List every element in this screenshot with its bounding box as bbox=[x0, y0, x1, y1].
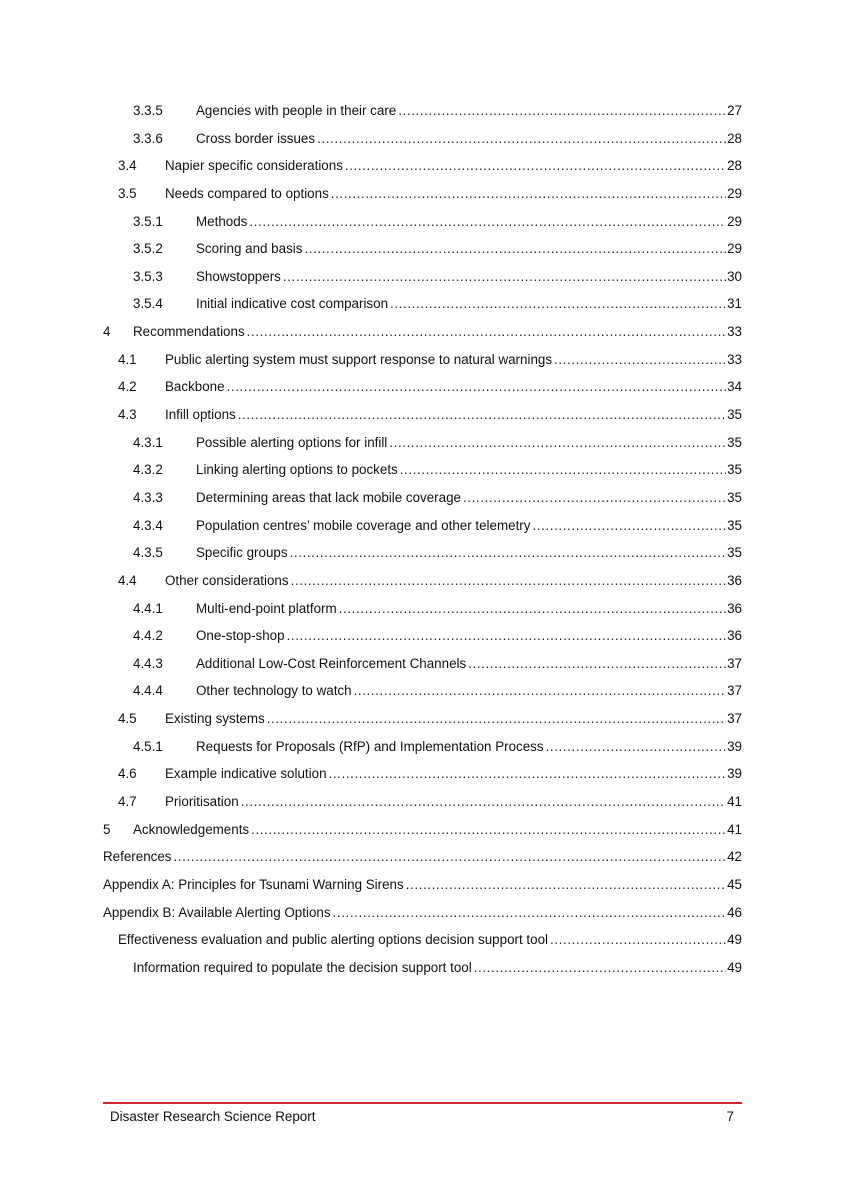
toc-entry-number: 4.4.1 bbox=[133, 600, 163, 616]
toc-entry-title: Possible alerting options for infill bbox=[196, 434, 388, 450]
toc-entry-number: 4.4.4 bbox=[133, 683, 163, 699]
toc-dot-leader bbox=[333, 903, 726, 923]
toc-entry-page: 49 bbox=[727, 932, 742, 948]
footer-report-title: Disaster Research Science Report bbox=[110, 1109, 316, 1124]
toc-entry-page: 28 bbox=[727, 130, 742, 146]
toc-entry-title: Linking alerting options to pockets bbox=[196, 462, 398, 478]
toc-entry[interactable] bbox=[103, 599, 742, 627]
toc-dot-leader bbox=[304, 239, 726, 259]
toc-entry[interactable] bbox=[103, 792, 742, 820]
toc-entry-number: 3.3.5 bbox=[133, 103, 163, 118]
toc-entry-page: 30 bbox=[727, 268, 742, 284]
toc-entry[interactable] bbox=[103, 212, 742, 240]
toc-entry[interactable] bbox=[103, 129, 742, 157]
toc-entry-title: References bbox=[103, 849, 172, 865]
toc-entry-number: 4.3.5 bbox=[133, 545, 163, 561]
toc-entry[interactable] bbox=[103, 654, 742, 682]
toc-entry[interactable] bbox=[103, 626, 742, 654]
toc-entry-page: 27 bbox=[727, 103, 742, 118]
toc-entry[interactable] bbox=[103, 737, 742, 765]
toc-entry-page: 39 bbox=[727, 766, 742, 782]
toc-entry-number: 4.7 bbox=[118, 794, 137, 810]
toc-entry-title: Recommendations bbox=[133, 324, 245, 340]
toc-entry-title: Other technology to watch bbox=[196, 683, 352, 699]
toc-entry-title: Acknowledgements bbox=[133, 821, 250, 837]
toc-dot-leader bbox=[241, 792, 726, 812]
toc-entry[interactable] bbox=[103, 764, 742, 792]
toc-entry-number: 4.5.1 bbox=[133, 738, 163, 754]
toc-entry-page: 36 bbox=[727, 572, 742, 588]
toc-entry-title: Other considerations bbox=[165, 572, 289, 588]
toc-entry-title: Appendix A: Principles for Tsunami Warning Sirens bbox=[103, 876, 404, 892]
toc-entry-number: 4.2 bbox=[118, 379, 137, 395]
toc-entry-title: Showstoppers bbox=[196, 268, 281, 284]
toc-entry-page: 39 bbox=[727, 738, 742, 754]
toc-entry[interactable] bbox=[103, 377, 742, 405]
toc-entry-title: Effectiveness evaluation and public alerting options decision support tool bbox=[118, 932, 549, 948]
toc-entry[interactable] bbox=[103, 267, 742, 295]
toc-entry-number: 4.3.3 bbox=[133, 489, 163, 505]
toc-entry-page: 42 bbox=[727, 849, 742, 865]
toc-entry-title: Scoring and basis bbox=[196, 241, 303, 257]
toc-dot-leader bbox=[227, 377, 726, 397]
toc-dot-leader bbox=[554, 350, 726, 370]
toc-dot-leader bbox=[468, 654, 726, 674]
toc-entry-title: Multi-end-point platform bbox=[196, 600, 337, 616]
toc-entry[interactable] bbox=[103, 681, 742, 709]
toc-entry-title: Initial indicative cost comparison bbox=[196, 296, 389, 312]
toc-entry-page: 36 bbox=[727, 628, 742, 644]
toc-entry-title: Napier specific considerations bbox=[165, 158, 343, 174]
toc-entry-page: 35 bbox=[727, 407, 742, 423]
toc-entry-title: Determining areas that lack mobile coverage bbox=[196, 489, 461, 505]
toc-dot-leader bbox=[390, 294, 726, 314]
toc-entry-page: 29 bbox=[727, 213, 742, 229]
toc-entry[interactable] bbox=[103, 350, 742, 378]
toc-entry[interactable] bbox=[103, 930, 742, 958]
toc-entry-number: 3.5.3 bbox=[133, 268, 163, 284]
toc-entry-title: Infill options bbox=[165, 407, 236, 423]
toc-entry-page: 35 bbox=[727, 462, 742, 478]
toc-entry[interactable] bbox=[103, 101, 742, 129]
toc-entry[interactable] bbox=[103, 543, 742, 571]
toc-dot-leader bbox=[345, 156, 726, 176]
toc-entry-page: 41 bbox=[727, 794, 742, 810]
toc-dot-leader bbox=[463, 488, 726, 508]
toc-dot-leader bbox=[249, 212, 726, 232]
toc-entry[interactable] bbox=[103, 847, 742, 875]
toc-entry[interactable] bbox=[103, 322, 742, 350]
toc-dot-leader bbox=[474, 958, 726, 978]
toc-entry-number: 3.3.6 bbox=[133, 130, 163, 146]
toc-dot-leader bbox=[291, 571, 726, 591]
toc-dot-leader bbox=[354, 681, 726, 701]
toc-entry-page: 41 bbox=[727, 821, 742, 837]
toc-entry-page: 46 bbox=[727, 904, 742, 920]
toc-entry-number: 4.3.4 bbox=[133, 517, 163, 533]
toc-dot-leader bbox=[398, 101, 726, 121]
toc-dot-leader bbox=[389, 433, 726, 453]
toc-entry[interactable] bbox=[103, 875, 742, 903]
toc-entry-number: 3.5.2 bbox=[133, 241, 163, 257]
toc-dot-leader bbox=[339, 599, 726, 619]
toc-entry-title: Public alerting system must support response to natural warnings bbox=[165, 351, 553, 367]
toc-entry-page: 37 bbox=[727, 655, 742, 671]
toc-dot-leader bbox=[247, 322, 726, 342]
toc-dot-leader bbox=[546, 737, 726, 757]
toc-dot-leader bbox=[283, 267, 726, 287]
toc-entry-page: 35 bbox=[727, 545, 742, 561]
toc-entry[interactable] bbox=[103, 294, 742, 322]
toc-entry-page: 33 bbox=[727, 351, 742, 367]
toc-entry-page: 37 bbox=[727, 711, 742, 727]
toc-dot-leader bbox=[406, 875, 726, 895]
toc-entry-title: Additional Low-Cost Reinforcement Channels bbox=[196, 655, 467, 671]
toc-dot-leader bbox=[251, 820, 726, 840]
toc-dot-leader bbox=[290, 543, 726, 563]
toc-entry-title: Prioritisation bbox=[165, 794, 239, 810]
toc-entry-number: 4 bbox=[103, 324, 111, 340]
toc-entry-number: 4.1 bbox=[118, 351, 137, 367]
toc-entry-title: Specific groups bbox=[196, 545, 288, 561]
toc-dot-leader bbox=[400, 460, 726, 480]
toc-dot-leader bbox=[317, 129, 726, 149]
toc-entry-number: 3.5.1 bbox=[133, 213, 163, 229]
toc-entry[interactable] bbox=[103, 709, 742, 737]
toc-entry-title: Agencies with people in their care bbox=[196, 103, 397, 118]
toc-entry[interactable] bbox=[103, 571, 742, 599]
page-footer bbox=[103, 1102, 742, 1124]
toc-entry-number: 3.5.4 bbox=[133, 296, 163, 312]
toc-entry-page: 29 bbox=[727, 241, 742, 257]
toc-entry-title: Backbone bbox=[165, 379, 225, 395]
toc-dot-leader bbox=[331, 184, 726, 204]
toc-entry[interactable] bbox=[103, 184, 742, 212]
toc-entry-title: Population centres’ mobile coverage and other telemetry bbox=[196, 517, 531, 533]
toc-entry-title: Example indicative solution bbox=[165, 766, 327, 782]
toc-dot-leader bbox=[173, 847, 726, 867]
toc-entry-title: One-stop-shop bbox=[196, 628, 285, 644]
toc-dot-leader bbox=[267, 709, 726, 729]
toc-entry[interactable] bbox=[103, 958, 742, 986]
toc-entry-number: 3.4 bbox=[118, 158, 137, 174]
toc-entry-page: 34 bbox=[727, 379, 742, 395]
table-of-contents bbox=[103, 101, 742, 986]
toc-entry-page: 35 bbox=[727, 489, 742, 505]
toc-dot-leader bbox=[329, 764, 726, 784]
toc-entry-page: 36 bbox=[727, 600, 742, 616]
toc-entry-number: 3.5 bbox=[118, 185, 137, 201]
toc-entry-number: 4.4.2 bbox=[133, 628, 163, 644]
toc-entry-page: 45 bbox=[727, 876, 742, 892]
toc-entry-title: Appendix B: Available Alerting Options bbox=[103, 904, 331, 920]
toc-entry-number: 4.4 bbox=[118, 572, 137, 588]
toc-entry-number: 4.3.1 bbox=[133, 434, 163, 450]
toc-entry-page: 37 bbox=[727, 683, 742, 699]
toc-entry-number: 4.3.2 bbox=[133, 462, 163, 478]
toc-entry-title: Requests for Proposals (RfP) and Implementation Process bbox=[196, 738, 544, 754]
toc-entry[interactable] bbox=[103, 239, 742, 267]
toc-dot-leader bbox=[550, 930, 726, 950]
toc-entry[interactable] bbox=[103, 903, 742, 931]
toc-entry[interactable] bbox=[103, 516, 742, 544]
toc-entry-page: 35 bbox=[727, 517, 742, 533]
toc-entry[interactable] bbox=[103, 433, 742, 461]
toc-dot-leader bbox=[238, 405, 726, 425]
toc-entry-title: Information required to populate the decision support tool bbox=[133, 959, 472, 975]
toc-entry-title: Needs compared to options bbox=[165, 185, 329, 201]
toc-entry-number: 4.5 bbox=[118, 711, 137, 727]
toc-entry-page: 28 bbox=[727, 158, 742, 174]
toc-entry-page: 31 bbox=[727, 296, 742, 312]
toc-entry[interactable] bbox=[103, 820, 742, 848]
toc-entry-title: Existing systems bbox=[165, 711, 265, 727]
toc-entry-title: Cross border issues bbox=[196, 130, 316, 146]
toc-entry-page: 33 bbox=[727, 324, 742, 340]
toc-entry-page: 29 bbox=[727, 185, 742, 201]
toc-entry-page: 35 bbox=[727, 434, 742, 450]
toc-entry-number: 4.3 bbox=[118, 407, 137, 423]
toc-entry-number: 4.6 bbox=[118, 766, 137, 782]
toc-entry[interactable] bbox=[103, 156, 742, 184]
toc-entry-title: Methods bbox=[196, 213, 248, 229]
toc-entry[interactable] bbox=[103, 488, 742, 516]
footer-page-number: 7 bbox=[726, 1109, 734, 1124]
toc-dot-leader bbox=[287, 626, 726, 646]
toc-entry[interactable] bbox=[103, 460, 742, 488]
toc-entry-number: 5 bbox=[103, 821, 111, 837]
toc-entry-number: 4.4.3 bbox=[133, 655, 163, 671]
toc-entry[interactable] bbox=[103, 405, 742, 433]
toc-dot-leader bbox=[532, 516, 726, 536]
toc-entry-page: 49 bbox=[727, 959, 742, 975]
